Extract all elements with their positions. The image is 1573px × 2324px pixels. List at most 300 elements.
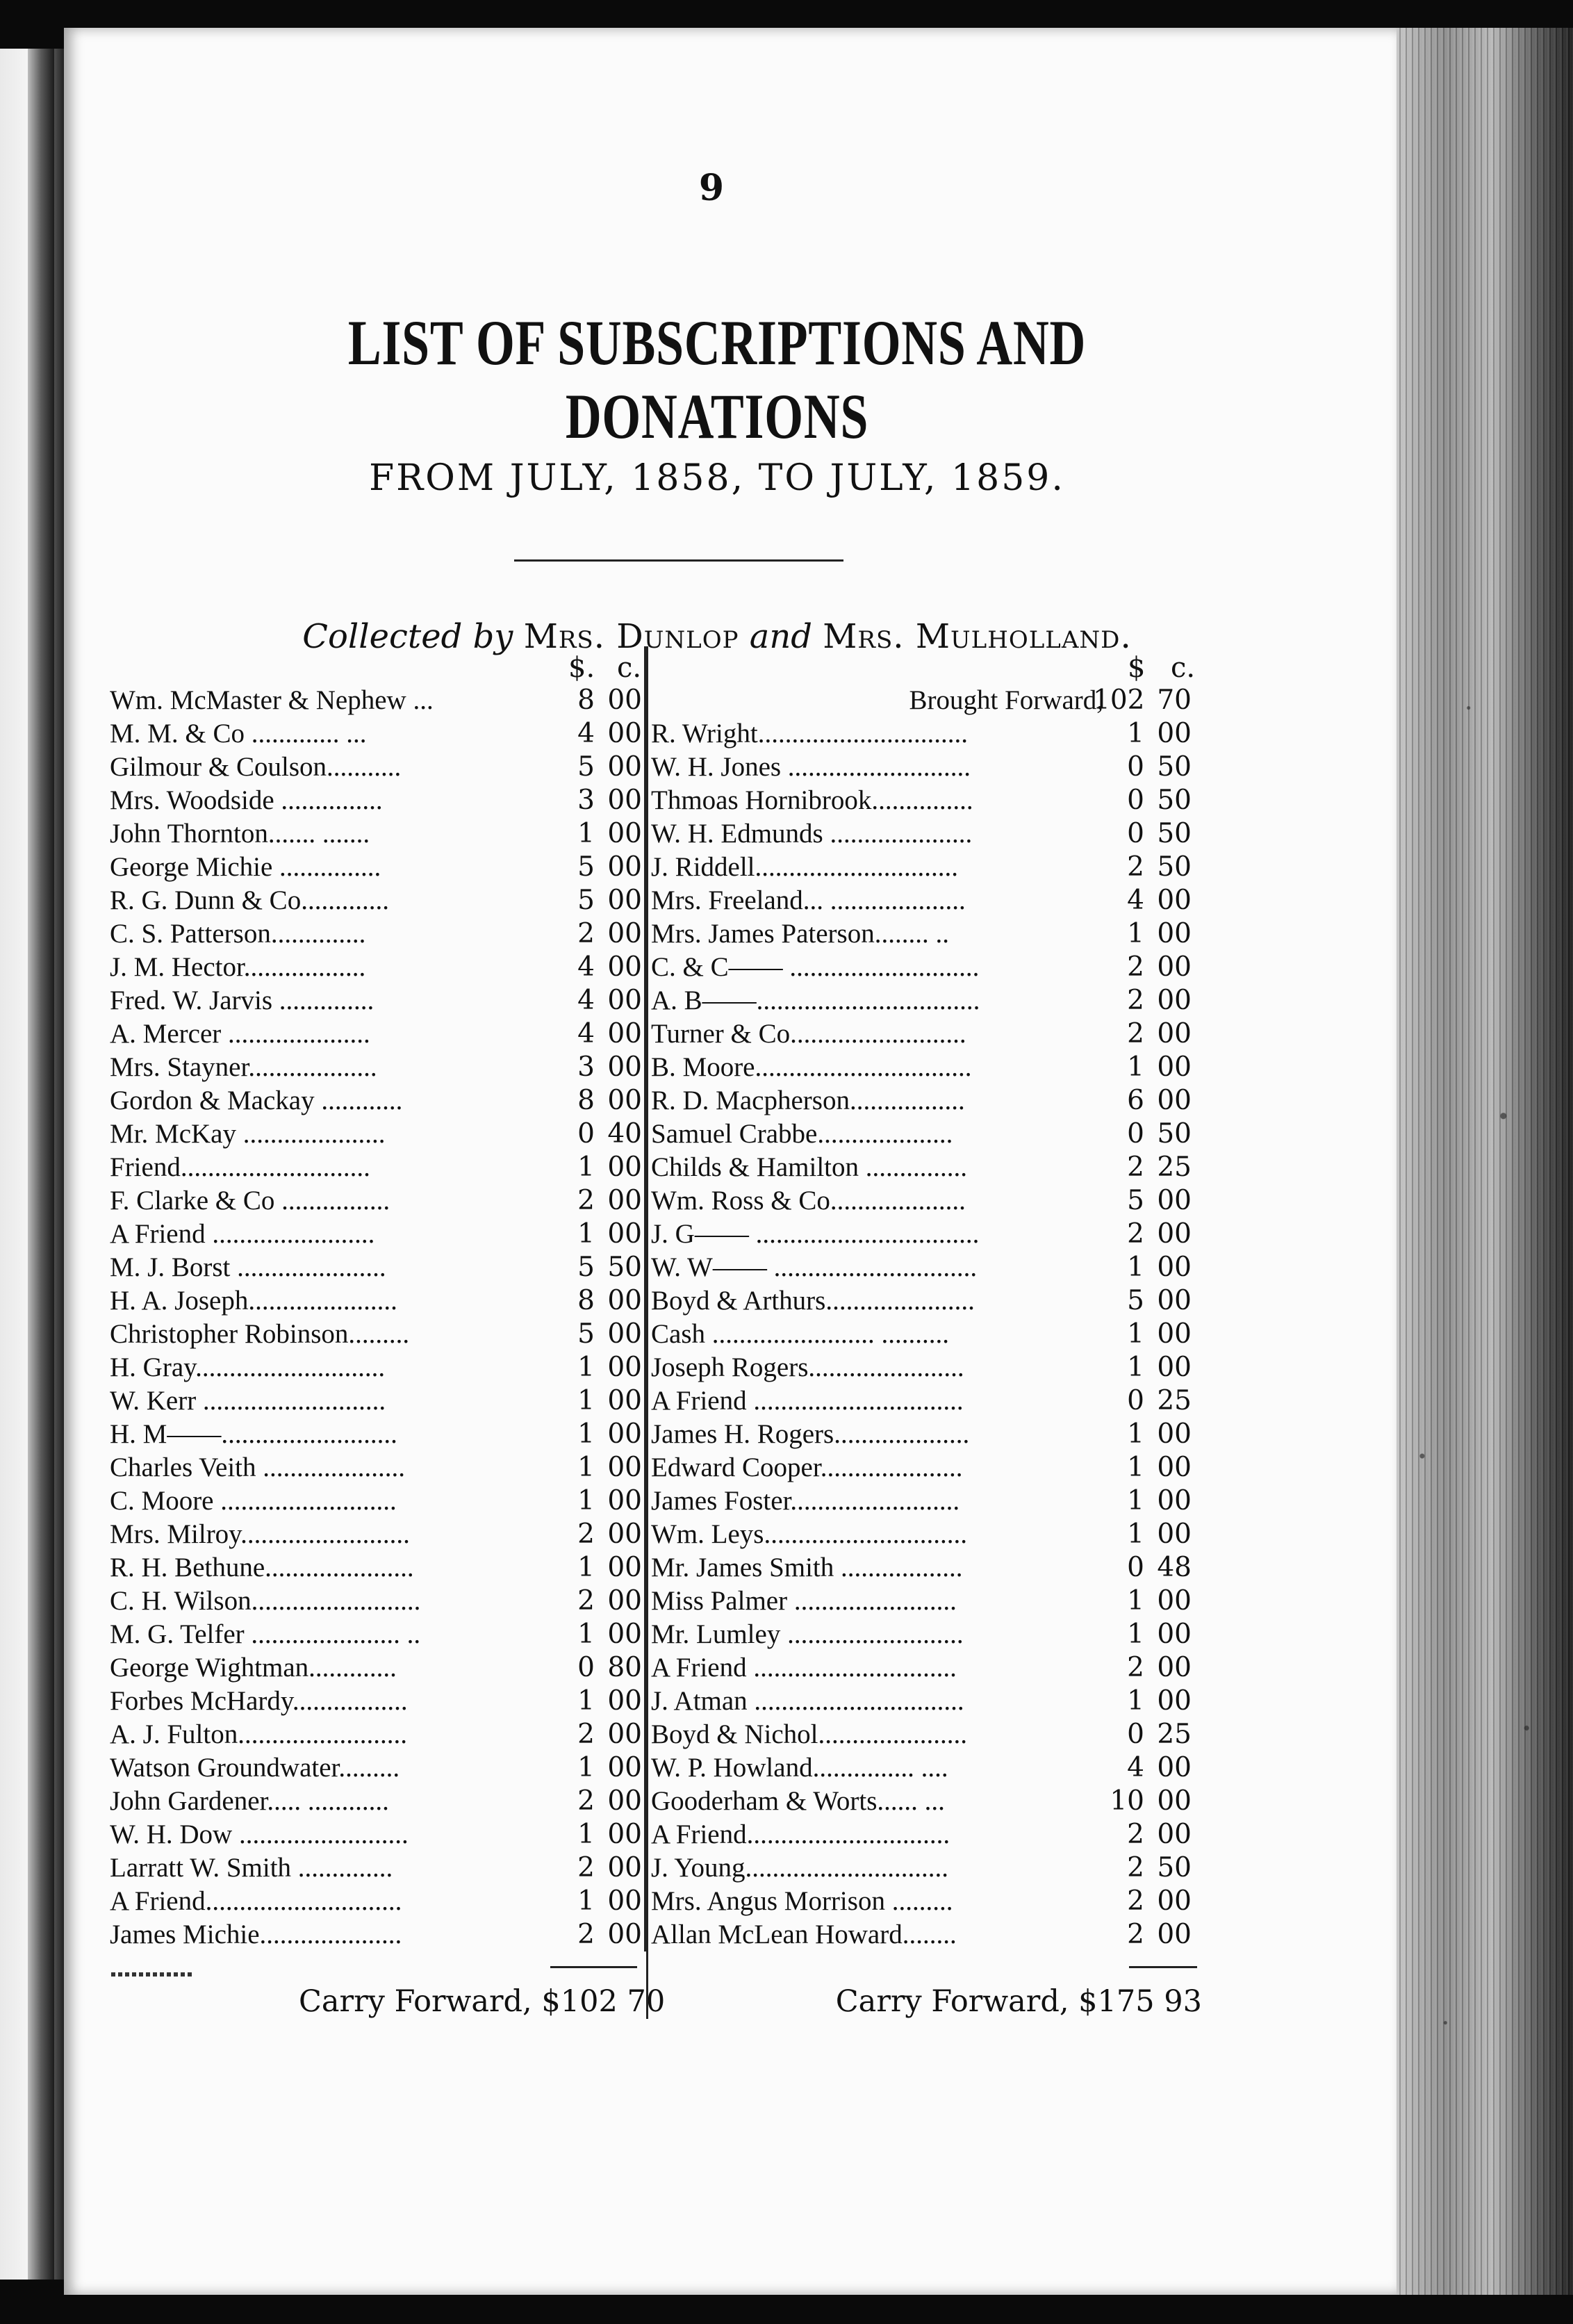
ledger-row: [110, 751, 646, 784]
donor-name: Thmoas Hornibrook...............: [651, 785, 973, 815]
amount-dollars: 2: [577, 918, 595, 949]
ledger-row: [110, 1885, 646, 1918]
amount-dollars: 5: [1127, 1185, 1144, 1216]
left-entry-list: [110, 684, 646, 1951]
amount-dollars: 3: [577, 785, 595, 816]
donor-name: Joseph Rogers.......................: [651, 1352, 964, 1382]
amount-cents: 40: [607, 1118, 642, 1149]
right-dollar-unit: $: [1128, 652, 1146, 684]
amount-cents: 00: [607, 818, 642, 849]
brought-forward-row: [648, 684, 1204, 717]
donor-name: A Friend ..............................: [651, 1653, 957, 1683]
ledger-row: [110, 1151, 646, 1184]
amount-dollars: 2: [1127, 1919, 1144, 1950]
amount-cents: 00: [607, 1452, 642, 1483]
amount-dollars: 0: [1127, 1385, 1144, 1416]
ledger-row: [648, 1484, 1204, 1518]
amount-dollars: 1: [1127, 1452, 1144, 1483]
donor-name: A Friend..............................: [651, 1819, 950, 1849]
ledger-row: [110, 1384, 646, 1418]
ledger-row: [648, 1718, 1204, 1751]
donor-name: W. W—— ..............................: [651, 1252, 978, 1282]
donor-name: Gordon & Mackay ............: [110, 1086, 403, 1115]
amount-dollars: 2: [577, 1185, 595, 1216]
donor-name: Fred. W. Jarvis ..............: [110, 985, 374, 1015]
ledger-row: [110, 1084, 646, 1118]
amount-dollars: 1: [1127, 1519, 1144, 1550]
amount-dollars: 1: [1127, 1252, 1144, 1283]
ledger-row: [648, 1685, 1204, 1718]
amount-cents: 00: [607, 718, 642, 749]
ledger-row: [648, 1818, 1204, 1851]
amount-dollars: 2: [1127, 1652, 1144, 1683]
amount-dollars: 1: [1127, 718, 1144, 749]
amount-dollars: 2: [577, 1585, 595, 1617]
donor-name: Wm. Leys..............................: [651, 1519, 967, 1549]
amount-cents: 00: [607, 1185, 642, 1216]
amount-dollars: 1: [1127, 1485, 1144, 1516]
donor-name: Wm. McMaster & Nephew ...: [110, 685, 434, 715]
amount-cents: 00: [607, 918, 642, 949]
ledger-row: [110, 1851, 646, 1885]
brought-forward-cents: 70: [1157, 685, 1192, 716]
ledger-row: [648, 1318, 1204, 1351]
donor-name: A. J. Fulton.........................: [110, 1719, 407, 1749]
ledger-row: [648, 751, 1204, 784]
ledger-row: [110, 1518, 646, 1551]
amount-cents: 00: [1157, 1685, 1192, 1717]
amount-cents: 00: [1157, 1485, 1192, 1516]
donor-name: H. M——..........................: [110, 1419, 397, 1449]
title-rule: [514, 559, 843, 562]
donor-name: Mrs. Woodside ...............: [110, 785, 383, 815]
donor-name: George Wightman.............: [110, 1653, 397, 1683]
amount-dollars: 0: [1127, 785, 1144, 816]
amount-dollars: 0: [1127, 1118, 1144, 1149]
donor-name: Mrs. Angus Morrison .........: [651, 1886, 953, 1916]
ledger-row: [648, 1251, 1204, 1284]
amount-dollars: 1: [1127, 1685, 1144, 1717]
amount-cents: 25: [1157, 1152, 1192, 1183]
amount-cents: 50: [1157, 751, 1192, 783]
ledger-row: [110, 784, 646, 817]
amount-cents: 00: [607, 1819, 642, 1850]
amount-dollars: 1: [1127, 1619, 1144, 1650]
donor-name: James Michie.....................: [110, 1920, 402, 1949]
donor-name: H. Gray............................: [110, 1352, 386, 1382]
amount-cents: 00: [1157, 1218, 1192, 1250]
ledger-row: [648, 1184, 1204, 1218]
donor-name: R. H. Bethune......................: [110, 1553, 414, 1582]
left-carry-forward: Carry Forward, $102 70: [299, 1984, 666, 2019]
amount-cents: 00: [607, 751, 642, 783]
ledger-row: [648, 1551, 1204, 1585]
amount-dollars: 4: [577, 1018, 595, 1049]
ledger-row: [110, 817, 646, 851]
amount-dollars: 4: [1127, 885, 1144, 916]
ledger-row: [648, 1885, 1204, 1918]
amount-cents: 00: [1157, 1185, 1192, 1216]
amount-cents: 00: [607, 1152, 642, 1183]
page-subtitle: FROM JULY, 1858, TO JULY, 1859.: [369, 457, 1065, 499]
amount-cents: 00: [607, 951, 642, 983]
donor-name: Boyd & Arthurs......................: [651, 1286, 975, 1316]
amount-dollars: 4: [577, 718, 595, 749]
donor-name: Gilmour & Coulson...........: [110, 752, 402, 782]
donor-name: A Friend ...............................: [651, 1386, 964, 1416]
amount-dollars: 1: [577, 818, 595, 849]
printer-mark: [111, 1972, 195, 1977]
ledger-row: [110, 684, 646, 717]
amount-dollars: 0: [577, 1652, 595, 1683]
amount-cents: 25: [1157, 1385, 1192, 1416]
ledger-row: [648, 1618, 1204, 1651]
amount-dollars: 2: [577, 1519, 595, 1550]
left-units-header: [110, 646, 646, 684]
donor-name: George Michie ...............: [110, 852, 381, 882]
donor-name: R. Wright...............................: [651, 719, 968, 748]
ledger-row: [648, 1051, 1204, 1084]
donor-name: B. Moore................................: [651, 1052, 972, 1082]
ledger-row: [648, 1451, 1204, 1484]
donor-name: W. H. Dow .........................: [110, 1819, 409, 1849]
ledger-row: [110, 1484, 646, 1518]
brought-forward-label: Brought Forward,: [909, 685, 1103, 715]
donor-name: James H. Rogers....................: [651, 1419, 970, 1449]
donor-name: John Thornton....... .......: [110, 819, 370, 849]
amount-cents: 00: [607, 1685, 642, 1717]
amount-cents: 50: [1157, 1852, 1192, 1883]
amount-dollars: 1: [577, 1752, 595, 1783]
donor-name: Christopher Robinson.........: [110, 1319, 410, 1349]
ledger-row: [110, 1585, 646, 1618]
donor-name: Forbes McHardy.................: [110, 1686, 408, 1716]
amount-dollars: 1: [577, 1619, 595, 1650]
amount-dollars: 1: [577, 1485, 595, 1516]
amount-dollars: 2: [1127, 951, 1144, 983]
amount-cents: 80: [607, 1652, 642, 1683]
amount-cents: 00: [1157, 1885, 1192, 1917]
ledger-row: [110, 1017, 646, 1051]
ledger-row: [110, 1551, 646, 1585]
ledger-row: [110, 1751, 646, 1785]
ledger-row: [110, 1918, 646, 1951]
donor-name: Boyd & Nichol......................: [651, 1719, 967, 1749]
collector-and: and: [749, 617, 812, 656]
amount-dollars: 1: [577, 1152, 595, 1183]
ledger-row: [648, 1151, 1204, 1184]
donor-name: Mrs. Milroy.........................: [110, 1519, 410, 1549]
donor-name: W. P. Howland............... ....: [651, 1753, 948, 1783]
ledger-row: [110, 1118, 646, 1151]
amount-cents: 00: [607, 1552, 642, 1583]
donor-name: Mr. Lumley ..........................: [651, 1619, 964, 1649]
ledger-row: [110, 1718, 646, 1751]
donor-name: A. Mercer .....................: [110, 1019, 370, 1049]
amount-cents: 00: [607, 1285, 642, 1316]
amount-dollars: 5: [577, 1318, 595, 1350]
amount-dollars: 5: [577, 1252, 595, 1283]
ledger-row: [648, 1785, 1204, 1818]
ledger-row: [648, 917, 1204, 951]
amount-dollars: 5: [577, 885, 595, 916]
left-sum-rule: [550, 1966, 637, 1968]
amount-dollars: 2: [577, 1719, 595, 1750]
amount-dollars: 2: [1127, 851, 1144, 883]
amount-dollars: 8: [577, 1285, 595, 1316]
amount-cents: 00: [1157, 1418, 1192, 1450]
ledger-row: [648, 1118, 1204, 1151]
ledger-row: [110, 1284, 646, 1318]
amount-cents: 00: [607, 1919, 642, 1950]
donor-name: Charles Veith .....................: [110, 1452, 406, 1482]
ledger-row: [110, 1218, 646, 1251]
amount-dollars: 1: [1127, 1318, 1144, 1350]
ledger-row: [648, 984, 1204, 1017]
ledger-row: [648, 784, 1204, 817]
amount-dollars: 4: [1127, 1752, 1144, 1783]
ledger-row: [110, 1685, 646, 1718]
ledger-row: [110, 1451, 646, 1484]
amount-cents: 50: [1157, 818, 1192, 849]
donor-name: C. S. Patterson..............: [110, 919, 366, 949]
donor-name: James Foster.........................: [651, 1486, 960, 1516]
donor-name: M. J. Borst ......................: [110, 1252, 386, 1282]
donor-name: Gooderham & Worts...... ...: [651, 1786, 945, 1816]
amount-cents: 48: [1157, 1552, 1192, 1583]
ledger-row: [648, 1851, 1204, 1885]
amount-dollars: 4: [577, 951, 595, 983]
donor-name: J. Young..............................: [651, 1853, 948, 1883]
amount-dollars: 1: [577, 1218, 595, 1250]
amount-dollars: 5: [577, 851, 595, 883]
ledger-row: [648, 1418, 1204, 1451]
amount-dollars: 2: [1127, 1885, 1144, 1917]
amount-cents: 00: [607, 1018, 642, 1049]
donor-name: R. D. Macpherson.................: [651, 1086, 965, 1115]
ledger-row: [648, 951, 1204, 984]
amount-dollars: 2: [577, 1785, 595, 1817]
collected-by-label: Collected by: [302, 617, 513, 656]
amount-dollars: 10: [1110, 1785, 1144, 1817]
amount-dollars: 1: [1127, 918, 1144, 949]
donor-name: C. & C—— ............................: [651, 952, 980, 982]
amount-dollars: 5: [577, 751, 595, 783]
ledger-row: [110, 884, 646, 917]
book-spine-shadow: [28, 49, 54, 2280]
amount-dollars: 2: [1127, 1819, 1144, 1850]
amount-dollars: 0: [1127, 1552, 1144, 1583]
amount-cents: 00: [607, 1218, 642, 1250]
amount-dollars: 1: [577, 1819, 595, 1850]
ledger-row: [110, 984, 646, 1017]
amount-dollars: 2: [577, 1852, 595, 1883]
amount-dollars: 0: [1127, 751, 1144, 783]
amount-dollars: 1: [1127, 1352, 1144, 1383]
donor-name: F. Clarke & Co ................: [110, 1186, 390, 1216]
amount-cents: 00: [1157, 1819, 1192, 1850]
donor-name: W. Kerr ...........................: [110, 1386, 386, 1416]
amount-dollars: 5: [1127, 1285, 1144, 1316]
collector-two: Mrs. Mulholland.: [823, 617, 1132, 656]
ledger-row: [110, 1818, 646, 1851]
amount-dollars: 1: [1127, 1585, 1144, 1617]
amount-cents: 00: [1157, 885, 1192, 916]
amount-cents: 00: [1157, 1318, 1192, 1350]
amount-cents: 00: [1157, 1018, 1192, 1049]
amount-cents: 00: [1157, 1285, 1192, 1316]
amount-dollars: 1: [577, 1418, 595, 1450]
donor-name: A. B——.................................: [651, 985, 980, 1015]
amount-cents: 00: [1157, 918, 1192, 949]
amount-cents: 00: [607, 1318, 642, 1350]
amount-dollars: 1: [577, 1452, 595, 1483]
donor-name: C. Moore ..........................: [110, 1486, 397, 1516]
amount-cents: 00: [607, 685, 642, 716]
amount-dollars: 2: [1127, 985, 1144, 1016]
right-carry-forward: Carry Forward, $175 93: [835, 1984, 1202, 2019]
amount-cents: 00: [1157, 1252, 1192, 1283]
ledger-row: [648, 1651, 1204, 1685]
left-cent-unit: c.: [617, 652, 642, 684]
amount-dollars: 1: [577, 1552, 595, 1583]
ledger-row: [648, 1518, 1204, 1551]
amount-dollars: 0: [1127, 1719, 1144, 1750]
amount-dollars: 2: [1127, 1218, 1144, 1250]
donor-name: Childs & Hamilton ...............: [651, 1152, 968, 1182]
ledger-row: [110, 1351, 646, 1384]
ledger-row: [648, 1351, 1204, 1384]
amount-cents: 50: [1157, 785, 1192, 816]
donor-name: A Friend ........................: [110, 1219, 375, 1249]
amount-cents: 00: [607, 1619, 642, 1650]
amount-cents: 00: [607, 1485, 642, 1516]
amount-cents: 00: [607, 1519, 642, 1550]
amount-dollars: 2: [1127, 1018, 1144, 1049]
amount-dollars: 4: [577, 985, 595, 1016]
amount-cents: 00: [1157, 985, 1192, 1016]
amount-dollars: 2: [1127, 1152, 1144, 1183]
amount-dollars: 1: [577, 1885, 595, 1917]
amount-cents: 00: [607, 851, 642, 883]
amount-dollars: 2: [1127, 1852, 1144, 1883]
amount-dollars: 0: [577, 1118, 595, 1149]
amount-cents: 00: [607, 1752, 642, 1783]
amount-cents: 00: [1157, 1752, 1192, 1783]
ledger-row: [648, 1084, 1204, 1118]
donor-name: Watson Groundwater.........: [110, 1753, 400, 1783]
amount-cents: 00: [607, 1885, 642, 1917]
amount-dollars: 1: [1127, 1051, 1144, 1083]
right-ledger-column: [646, 646, 1204, 2019]
ledger-row: [648, 1218, 1204, 1251]
amount-cents: 00: [1157, 1519, 1192, 1550]
donor-name: Samuel Crabbe....................: [651, 1119, 953, 1149]
amount-cents: 00: [1157, 1085, 1192, 1116]
amount-cents: 00: [607, 1585, 642, 1617]
amount-cents: 00: [1157, 1619, 1192, 1650]
donor-name: Larratt W. Smith ..............: [110, 1853, 393, 1883]
ledger-row: [648, 1284, 1204, 1318]
donor-name: M. M. & Co ............. ...: [110, 719, 367, 748]
donor-name: J. Atman ...............................: [651, 1686, 964, 1716]
donor-name: Mr. McKay .....................: [110, 1119, 386, 1149]
amount-dollars: 6: [1127, 1085, 1144, 1116]
amount-dollars: 1: [577, 1352, 595, 1383]
amount-dollars: 1: [577, 1685, 595, 1717]
amount-cents: 00: [607, 1852, 642, 1883]
left-ledger-column: [110, 646, 646, 1951]
amount-cents: 00: [1157, 1452, 1192, 1483]
ledger-row: [648, 1585, 1204, 1618]
amount-cents: 00: [1157, 1352, 1192, 1383]
ledger-row: [648, 817, 1204, 851]
donor-name: Turner & Co..........................: [651, 1019, 966, 1049]
donor-name: Wm. Ross & Co....................: [651, 1186, 966, 1216]
donor-name: W. H. Jones ...........................: [651, 752, 971, 782]
ledger-row: [648, 851, 1204, 884]
amount-dollars: 0: [1127, 818, 1144, 849]
amount-dollars: 1: [1127, 1418, 1144, 1450]
amount-cents: 00: [607, 1785, 642, 1817]
left-dollar-unit: $.: [568, 652, 595, 684]
amount-cents: 00: [607, 1418, 642, 1450]
amount-cents: 00: [1157, 718, 1192, 749]
ledger-row: [648, 884, 1204, 917]
ledger-row: [648, 1017, 1204, 1051]
page-number: 9: [698, 167, 725, 209]
amount-dollars: 3: [577, 1051, 595, 1083]
amount-dollars: 1: [577, 1385, 595, 1416]
amount-dollars: 8: [577, 685, 595, 716]
donor-name: Mrs. James Paterson........ ..: [651, 919, 949, 949]
collector-one: Mrs. Dunlop: [523, 617, 739, 656]
amount-cents: 00: [1157, 1051, 1192, 1083]
donor-name: W. H. Edmunds .....................: [651, 819, 973, 849]
ledger-row: [110, 1184, 646, 1218]
ledger-row: [110, 1651, 646, 1685]
ledger-row: [110, 951, 646, 984]
donor-name: M. G. Telfer ...................... ..: [110, 1619, 421, 1649]
amount-cents: 00: [1157, 1652, 1192, 1683]
amount-cents: 50: [1157, 1118, 1192, 1149]
amount-cents: 00: [1157, 1585, 1192, 1617]
ledger-row: [110, 917, 646, 951]
right-cent-unit: c.: [1171, 652, 1196, 684]
brought-forward-dollars: 102: [1093, 685, 1145, 716]
donor-name: Allan McLean Howard........: [651, 1920, 957, 1949]
ledger-row: [110, 1785, 646, 1818]
amount-cents: 00: [1157, 1919, 1192, 1950]
donor-name: C. H. Wilson.........................: [110, 1586, 421, 1616]
amount-cents: 00: [607, 1085, 642, 1116]
donor-name: J. G—— .................................: [651, 1219, 980, 1249]
amount-cents: 00: [1157, 951, 1192, 983]
donor-name: J. M. Hector..................: [110, 952, 366, 982]
donor-name: Edward Cooper.....................: [651, 1452, 963, 1482]
ledger-row: [110, 1251, 646, 1284]
donor-name: J. Riddell..............................: [651, 852, 959, 882]
donor-name: Mrs. Freeland... ....................: [651, 885, 966, 915]
amount-cents: 00: [1157, 1785, 1192, 1817]
ledger-row: [648, 717, 1204, 751]
amount-cents: 00: [607, 1051, 642, 1083]
ledger-row: [110, 1418, 646, 1451]
right-units-header: [648, 646, 1204, 684]
amount-dollars: 8: [577, 1085, 595, 1116]
ledger-row: [110, 851, 646, 884]
page-title: LIST OF SUBSCRIPTIONS AND DONATIONS: [347, 307, 1087, 452]
